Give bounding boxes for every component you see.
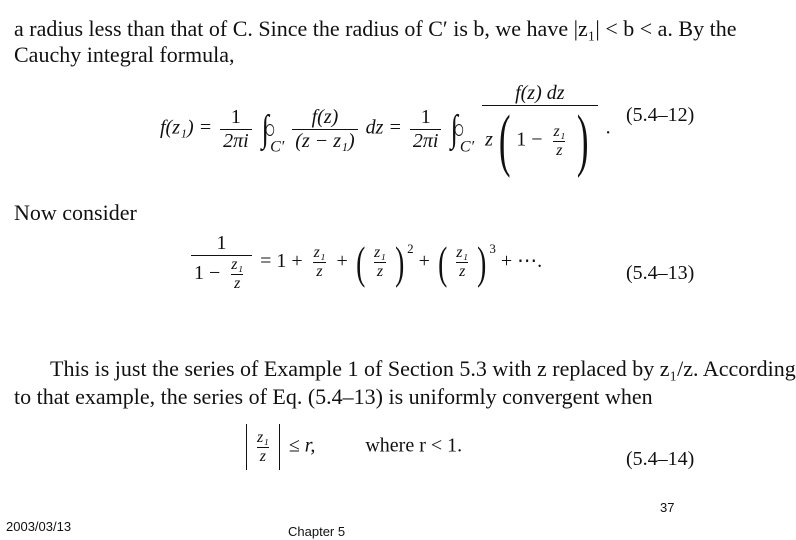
- eq13-lhs-den-one-minus: 1 −: [194, 262, 221, 285]
- equation-number-12: (5.4–12): [626, 104, 695, 126]
- eq12-contour-1: C′: [270, 138, 285, 156]
- eq12-coef-2: [410, 106, 442, 153]
- eq12-lhs: f(z₁) =: [160, 116, 213, 139]
- contour-integral-icon: ∫: [451, 107, 458, 151]
- eq12-den-one-minus: 1 −: [516, 128, 543, 151]
- left-paren: (: [355, 236, 365, 288]
- eq14-where: where r < 1.: [365, 434, 463, 457]
- eq12-den-frac-num: z₁: [553, 122, 566, 140]
- equation-5-4-13: [188, 232, 542, 293]
- abs-bar-right: [279, 424, 280, 470]
- equation-number-13: (5.4–13): [626, 262, 695, 284]
- equation-5-4-14: [242, 424, 462, 470]
- eq13-exp-3: 3: [489, 241, 496, 257]
- text-now-consider: Now consider: [14, 200, 137, 225]
- text-paragraph-line-1: This is just the series of Example 1 of Section 5.3 with z replaced by z₁/z. According: [50, 356, 796, 381]
- eq12-coef-1-num: 1: [230, 105, 241, 128]
- footer-chapter: Chapter 5: [288, 524, 346, 539]
- text-line-1: a radius less than that of C. Since the radius of C′ is b, we have |z₁| < b < a. By the: [14, 16, 737, 41]
- abs-bar-left: [246, 424, 247, 470]
- eq13-term-2-num: z₁: [374, 244, 386, 261]
- eq12-integrand-1: [292, 106, 357, 153]
- eq12-period: .: [605, 116, 611, 139]
- eq12-den-z: z: [485, 128, 493, 151]
- eq13-exp-2: 2: [407, 241, 414, 257]
- eq13-lhs-den: [191, 255, 252, 293]
- eq13-lhs-den-frac-den: z: [231, 274, 243, 293]
- eq12-den-frac-den: z: [553, 141, 565, 160]
- text-line-2: Cauchy integral formula,: [14, 42, 235, 67]
- eq12-integrand-2-num: f(z) dz: [515, 82, 565, 104]
- eq13-term-1-den: z: [313, 262, 325, 281]
- eq14-frac: [254, 429, 272, 466]
- eq12-coef-1: [220, 106, 252, 153]
- eq12-integrand-2: [482, 82, 598, 179]
- left-paren: (: [498, 102, 511, 179]
- right-paren: ): [477, 236, 487, 288]
- eq12-coef-2-den: 2πi: [410, 129, 442, 153]
- right-paren: ): [394, 236, 405, 288]
- eq12-integrand-1-num: f(z): [311, 105, 339, 128]
- page-number: 37: [660, 500, 675, 515]
- eq13-lhs-den-frac: [228, 256, 246, 293]
- eq12-dz: dz =: [365, 116, 402, 139]
- eq14-le-r: ≤ r,: [288, 434, 316, 457]
- eq12-coef-2-num: 1: [420, 105, 431, 128]
- right-paren: ): [577, 102, 589, 179]
- eq13-tail: + ⋯.: [500, 250, 543, 273]
- equation-number-14: (5.4–14): [626, 448, 695, 470]
- eq13-term-1: [311, 244, 329, 281]
- eq13-lhs-frac: [191, 232, 252, 293]
- eq14-frac-den: z: [257, 447, 269, 466]
- eq13-term-1-num: z₁: [313, 244, 326, 261]
- text-paragraph-line-2: to that example, the series of Eq. (5.4–13) is uniformly convergent when: [14, 384, 653, 409]
- eq13-term-3-den: z: [456, 262, 468, 281]
- eq14-frac-num: z₁: [257, 428, 269, 446]
- eq13-plus-1: +: [336, 250, 348, 273]
- eq13-plus-2: +: [418, 250, 430, 273]
- eq12-integrand-2-den: [482, 102, 598, 179]
- eq12-coef-1-den: 2πi: [220, 129, 252, 153]
- left-paren: (: [438, 236, 448, 288]
- eq13-lhs-num: 1: [216, 232, 227, 254]
- eq13-term-3: [453, 244, 471, 281]
- eq13-lhs-den-frac-num: z₁: [231, 256, 244, 273]
- contour-integral-icon: ∫: [261, 107, 268, 151]
- eq13-equals: = 1 +: [260, 250, 303, 273]
- eq13-term-3-num: z₁: [456, 244, 469, 261]
- eq13-term-2-den: z: [374, 262, 386, 281]
- eq13-term-2: [371, 244, 389, 281]
- eq12-contour-2: C′: [459, 138, 475, 156]
- equation-5-4-12: [160, 82, 611, 179]
- eq12-den-frac: [550, 123, 568, 160]
- footer-date: 2003/03/13: [6, 519, 72, 534]
- eq12-integrand-1-den: (z − z₁): [292, 129, 357, 153]
